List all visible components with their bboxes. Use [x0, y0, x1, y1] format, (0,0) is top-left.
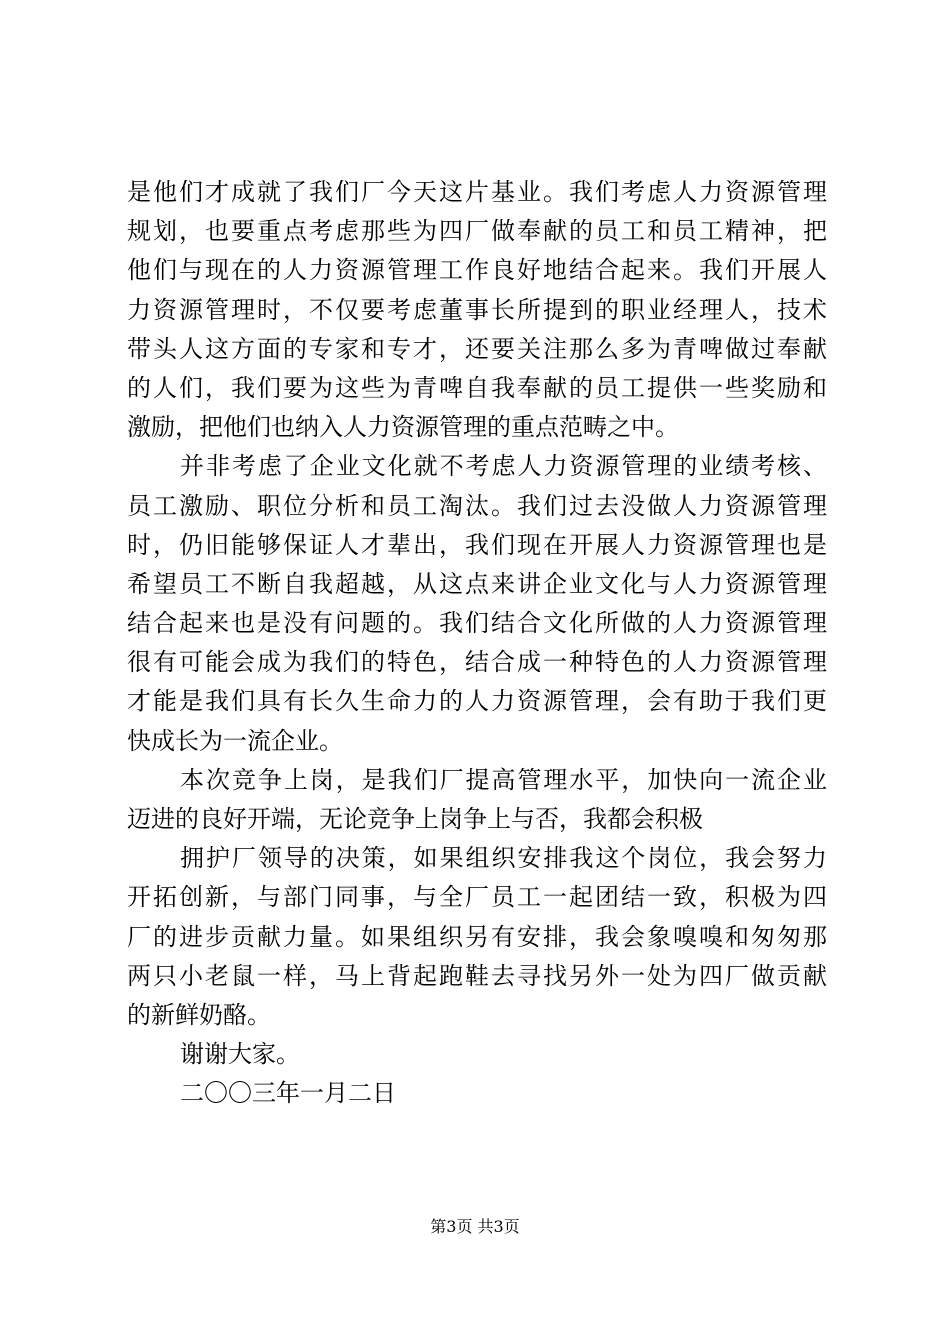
- document-body: [127, 173, 827, 1114]
- text-line: 带头人这方面的专家和专才，还要关注那么多为青啤做过奉献: [127, 334, 827, 363]
- text-line: 并非考虑了企业文化就不考虑人力资源管理的业绩考核、: [180, 452, 827, 481]
- text-line: 厂的进步贡献力量。如果组织另有安排，我会象嗅嗅和匆匆那: [127, 922, 827, 951]
- text-line: 二〇〇三年一月二日: [180, 1079, 396, 1108]
- text-line: 希望员工不断自我超越，从这点来讲企业文化与人力资源管理: [127, 569, 827, 598]
- text-line: 本次竞争上岗，是我们厂提高管理水平，加快向一流企业: [180, 765, 827, 794]
- text-line: 的人们，我们要为这些为青啤自我奉献的员工提供一些奖励和: [127, 373, 827, 402]
- text-line: 快成长为一流企业。: [127, 726, 343, 755]
- text-line: 员工激励、职位分析和员工淘汰。我们过去没做人力资源管理: [127, 491, 827, 520]
- text-line: 开拓创新，与部门同事，与全厂员工一起团结一致，积极为四: [127, 883, 827, 912]
- text-line: 谢谢大家。: [180, 1040, 300, 1069]
- text-line: 时，仍旧能够保证人才辈出，我们现在开展人力资源管理也是: [127, 530, 827, 559]
- text-line: 他们与现在的人力资源管理工作良好地结合起来。我们开展人: [127, 256, 827, 285]
- text-line: 力资源管理时，不仅要考虑董事长所提到的职业经理人，技术: [127, 295, 827, 324]
- text-line: 才能是我们具有长久生命力的人力资源管理，会有助于我们更: [127, 687, 827, 716]
- page-footer: 第3页 共3页: [430, 1217, 520, 1236]
- text-line: 迈进的良好开端，无论竞争上岗争上与否，我都会积极: [127, 805, 703, 833]
- text-line: 两只小老鼠一样，马上背起跑鞋去寻找另外一处为四厂做贡献: [127, 961, 827, 990]
- text-line: 规划，也要重点考虑那些为四厂做奉献的员工和员工精神，把: [127, 217, 827, 246]
- text-line: 是他们才成就了我们厂今天这片基业。我们考虑人力资源管理: [127, 178, 827, 206]
- text-line: 拥护厂领导的决策，如果组织安排我这个岗位，我会努力: [180, 844, 827, 873]
- text-line: 结合起来也是没有问题的。我们结合文化所做的人力资源管理: [127, 609, 827, 638]
- text-line: 的新鲜奶酪。: [127, 1000, 271, 1029]
- text-line: 激励，把他们也纳入人力资源管理的重点范畴之中。: [127, 413, 679, 442]
- text-line: 很有可能会成为我们的特色，结合成一种特色的人力资源管理: [127, 648, 827, 677]
